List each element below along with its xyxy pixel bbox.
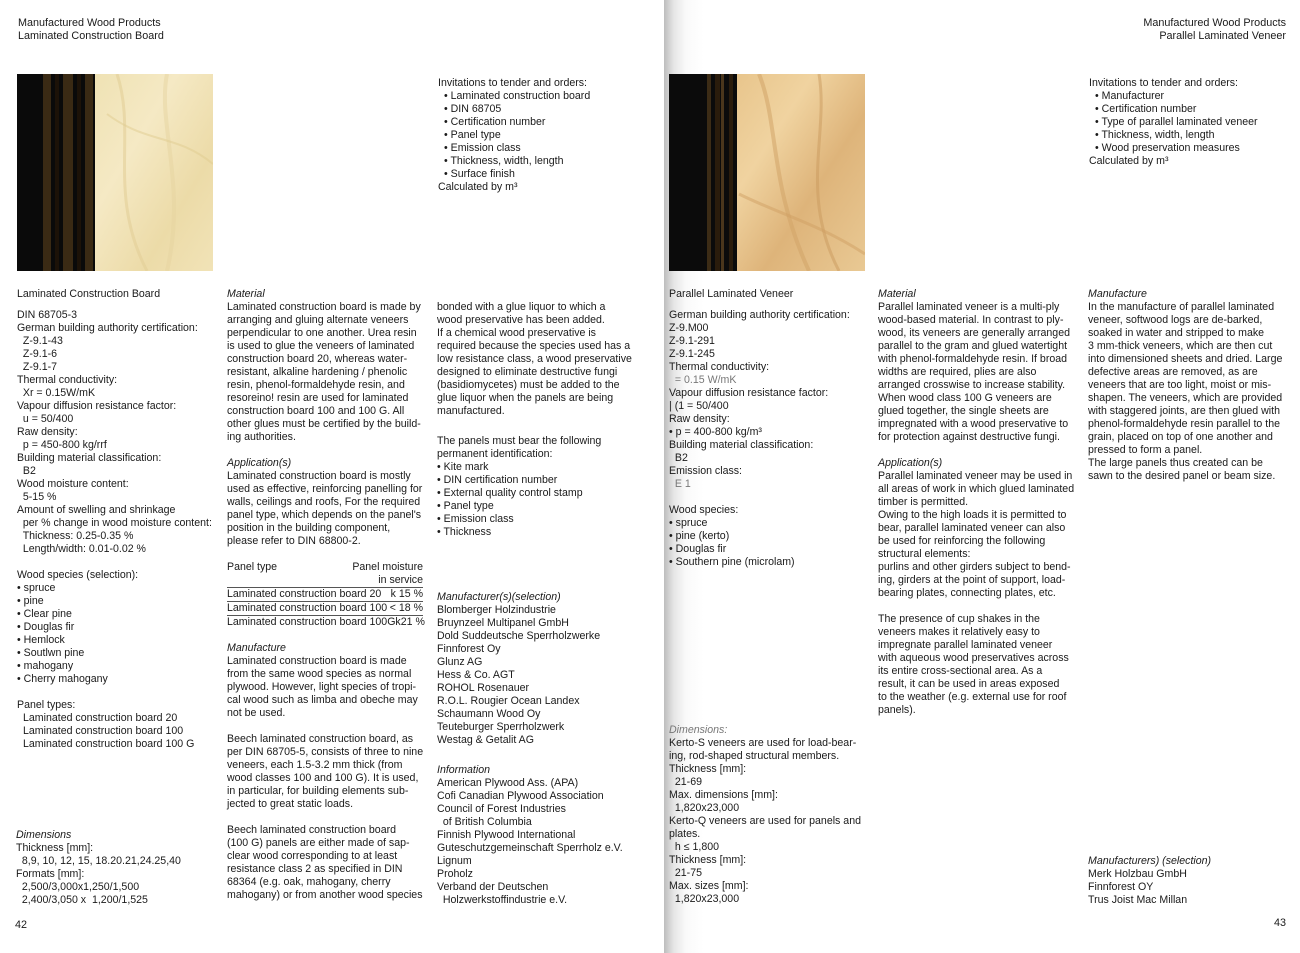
page-number: 43 — [1273, 917, 1286, 929]
manufacturer-item: Hess & Co. AGT — [437, 669, 515, 681]
id-item: • DIN certification number — [437, 474, 558, 486]
dimension-line: 8,9, 10, 12, 15, 18.20.21,24.25,40 — [16, 855, 181, 867]
material-text: is used to glue the veneers of laminated — [227, 340, 415, 352]
beech-text: Beech laminated construction board — [227, 824, 397, 836]
section-title: Laminated Construction Board — [17, 288, 161, 300]
manufacturer-item: Merk Holzbau GmbH — [1088, 868, 1187, 880]
manufacture-text: with staggered joints, are then glued with — [1088, 405, 1280, 417]
material-text: arranging and gluing alternate veneers — [227, 314, 409, 326]
material-text: arranged crosswise to increase stability. — [878, 379, 1066, 391]
order-item: • Laminated construction board — [444, 90, 591, 102]
order-item: • Surface finish — [444, 168, 515, 180]
body-text: impregnate parallel laminated veneer — [878, 639, 1053, 651]
species-item: • Soutlwn pine — [17, 647, 85, 659]
material-text: Laminated construction board is made by — [227, 301, 421, 313]
manufacture-text: plywood. However, light species of tropi- — [227, 681, 417, 693]
beech-text: per DIN 68705-5, consists of three to nine — [227, 746, 424, 758]
manufacture-text: into dimensioned sheets and dried. Large — [1088, 353, 1283, 365]
body-text: The presence of cup shakes in the — [878, 613, 1040, 625]
spec-line: | (1 = 50/400 — [669, 400, 729, 412]
manufacture-column — [1088, 288, 1293, 483]
dimension-line: Thickness [mm]: — [16, 842, 94, 854]
order-calc: Calculated by m³ — [438, 181, 518, 193]
body-text: its entire cross-sectional area. As a — [878, 665, 1043, 677]
application-text: bearing plates, connecting plates, etc. — [878, 587, 1056, 599]
body-text: with aqueous wood preservatives across — [878, 652, 1069, 664]
spec-line: Building material classification: — [17, 452, 162, 464]
spec-line: Thermal conductivity: — [669, 361, 770, 373]
application-text: be used for reinforcing the following — [878, 535, 1046, 547]
body-text: low resistance class, a wood preservative — [437, 353, 632, 365]
application-text: Parallel laminated veneer may be used in — [878, 470, 1073, 482]
beech-text: in particular, for building elements sub- — [227, 785, 409, 797]
application-text: walls, ceilings and roofs, For the required — [227, 496, 421, 508]
dimension-line: Thickness [mm]: — [669, 854, 747, 866]
laminated-board-photo — [17, 74, 213, 271]
species-title: Wood species (selection): — [17, 569, 139, 581]
manufacturers-title: Manufacturers) (selection) — [1088, 855, 1212, 867]
panel-types-title: Panel types: — [17, 699, 76, 711]
manufacture-text: shapen. The veneers, which are provided — [1088, 392, 1283, 404]
beech-text: (100 G) panels are either made of sap- — [227, 837, 410, 849]
dimension-line: plates. — [669, 828, 701, 840]
order-item: • Panel type — [444, 129, 501, 141]
spec-line: = 0.15 W/mK — [669, 374, 737, 386]
manufacturers-title: Manufacturer(s)(selection) — [437, 591, 561, 603]
id-item: • Emission class — [437, 513, 514, 525]
beech-text: 68364 (e.g. oak, mahogany, cherry — [227, 876, 391, 888]
material-text: widths are required, plies are also — [878, 366, 1037, 378]
beech-text: jected to great static loads. — [227, 798, 354, 810]
order-item: • Certification number — [444, 116, 546, 128]
body-text: designed to eliminate destructive fungi — [437, 366, 618, 378]
information-item: of British Columbia — [437, 816, 532, 828]
manufacturer-item: Finnforest Oy — [437, 643, 501, 655]
material-text: perpendicular to one another. Urea resin — [227, 327, 417, 339]
spec-line: Vapour diffusion resistance factor: — [17, 400, 177, 412]
dimension-line: ing, rod-shaped structural members. — [669, 750, 840, 762]
manufacture-title: Manufacture — [227, 642, 286, 654]
spec-line: u = 50/400 — [17, 413, 74, 425]
beech-text: wood classes 100 and 100 G). It is used, — [227, 772, 419, 784]
manufacturer-item: Dold Suddeutsche Sperrholzwerke — [437, 630, 601, 642]
manufacture-text: veneer, softwood logs are de-barked, — [1088, 314, 1263, 326]
table-cell: < 18 % — [389, 602, 423, 614]
material-text: construction board 100 and 100 G. All — [227, 405, 405, 417]
order-title: Invitations to tender and orders: — [1089, 77, 1238, 89]
spec-line: Z-9.M00 — [669, 322, 709, 334]
dimension-line: Kerto-S veneers are used for load-bear- — [669, 737, 857, 749]
information-item: Proholz — [437, 868, 473, 880]
material-text: glued together, the single sheets are — [878, 405, 1049, 417]
table-cell: k 15 % — [390, 588, 423, 600]
specs-column — [669, 288, 869, 569]
panel-type-item: Laminated construction board 100 G — [23, 738, 195, 750]
order-item: • DIN 68705 — [444, 103, 502, 115]
spec-line: Length/width: 0.01-0.02 % — [17, 543, 146, 555]
header-line: Laminated Construction Board — [18, 30, 164, 42]
spec-line: B2 — [669, 452, 688, 464]
manufacture-text: defective areas are removed, as are — [1088, 366, 1258, 378]
material-text: Parallel laminated veneer is a multi-ply — [878, 301, 1060, 313]
application-text: all areas of work in which glued laminated — [878, 483, 1075, 495]
body-text: The panels must bear the following — [437, 435, 602, 447]
information-item: Council of Forest Industries — [437, 803, 566, 815]
material-text: wood-based material. In contrast to ply- — [878, 314, 1064, 326]
material-text: resistant, alkaline hardening / phenolic — [227, 366, 408, 378]
body-text: glue liquor when the panels are being — [437, 392, 614, 404]
header-line: Manufactured Wood Products — [1143, 17, 1286, 29]
information-item: Finnish Plywood International — [437, 829, 576, 841]
manufacturer-item: Finnforest OY — [1088, 881, 1154, 893]
application-text: used as effective, reinforcing panelling for — [227, 483, 423, 495]
right-page — [664, 0, 1300, 953]
spec-line: Raw density: — [669, 413, 730, 425]
header-line: Manufactured Wood Products — [18, 17, 161, 29]
dimension-line: Max. sizes [mm]: — [669, 880, 749, 892]
material-column — [878, 288, 1083, 717]
beech-text: resistance class 2 as specified in DIN — [227, 863, 403, 875]
application-text: panel type, which depends on the panel's — [227, 509, 422, 521]
table-cell: Laminated construction board 100 — [227, 602, 388, 614]
beech-text: veneers, each 1.5-3.2 mm thick (from — [227, 759, 403, 771]
material-column — [227, 288, 427, 902]
body-text: panels). — [878, 704, 916, 716]
application-text: timber is permitted. — [878, 496, 969, 508]
spec-line: p = 450-800 kg/rrf — [17, 439, 107, 451]
manufacturers-block — [437, 591, 642, 907]
order-item: • Certification number — [1095, 103, 1197, 115]
dimension-line: 21-75 — [669, 867, 702, 879]
species-item: • mahogany — [17, 660, 74, 672]
dimensions-title: Dimensions — [16, 829, 72, 841]
spec-line: Building material classification: — [669, 439, 814, 451]
table-header-cell: Panel moisture — [352, 561, 423, 573]
application-title: Application(s) — [227, 457, 292, 469]
manufacture-text: from the same wood species as normal — [227, 668, 412, 680]
application-text: structural elements: — [878, 548, 971, 560]
dimension-line: Formats [mm]: — [16, 868, 85, 880]
dimension-line: 2,400/3,050 x 1,200/1,525 — [16, 894, 148, 906]
dimension-line: 1,820x23,000 — [669, 893, 740, 905]
body-text: permanent identification: — [437, 448, 553, 460]
body-text: bonded with a glue liquor to which a — [437, 301, 606, 313]
order-item: • Manufacturer — [1095, 90, 1165, 102]
dimension-line: h ≤ 1,800 — [669, 841, 719, 853]
beech-text: mahogany) or from another wood species — [227, 889, 423, 901]
material-title: Material — [227, 288, 265, 300]
manufacturer-item: ROHOL Rosenauer — [437, 682, 530, 694]
species-item: • Douglas fir — [17, 621, 75, 633]
spec-line: B2 — [17, 465, 36, 477]
dimension-line: Thickness [mm]: — [669, 763, 747, 775]
panel-type-item: Laminated construction board 20 — [23, 712, 178, 724]
application-text: Owing to the high loads it is permitted to — [878, 509, 1067, 521]
information-item: Verband der Deutschen — [437, 881, 549, 893]
application-text: position in the building component, — [227, 522, 391, 534]
dimension-line: Kerto-Q veneers are used for panels and — [669, 815, 861, 827]
parallel-veneer-photo — [669, 74, 865, 271]
spec-line: Amount of swelling and shrinkage — [17, 504, 176, 516]
spec-line: German building authority certification: — [17, 322, 198, 334]
panel-moisture-table — [227, 561, 423, 629]
beech-text: clear wood corresponding to at least — [227, 850, 398, 862]
material-text: wood, its veneers are generally arranged — [878, 327, 1070, 339]
information-item: Holzwerkstoffindustrie e.V. — [437, 894, 568, 906]
manufacturer-item: Blomberger Holzindustrie — [437, 604, 556, 616]
dimensions-title: Dimensions: — [669, 724, 728, 736]
species-item: • Clear pine — [17, 608, 72, 620]
material-text: When wood class 100 G veneers are — [878, 392, 1052, 404]
spec-line: Thermal conductivity: — [17, 374, 118, 386]
spec-line: Z-9.1-291 — [669, 335, 715, 347]
spec-line: Z-9.1-6 — [17, 348, 58, 360]
spec-line: DIN 68705-3 — [17, 309, 78, 321]
species-item: • Cherry mahogany — [17, 673, 108, 685]
body-text: veneers makes it relatively easy to — [878, 626, 1040, 638]
manufacture-title: Manufacture — [1088, 288, 1147, 300]
table-row — [227, 587, 423, 601]
species-item: • Douglas fir — [669, 543, 727, 555]
body-text: If a chemical wood preservative is — [437, 327, 596, 339]
spec-line: Emission class: — [669, 465, 742, 477]
spec-line: German building authority certification: — [669, 309, 850, 321]
manufacturer-item: Schaumann Wood Oy — [437, 708, 541, 720]
species-title: Wood species: — [669, 504, 739, 516]
body-text: manufactured. — [437, 405, 505, 417]
manufacturer-item: Teuteburger Sperrholzwerk — [437, 721, 565, 733]
material-text: with phenol-formaldehyde resin. If broad — [878, 353, 1068, 365]
application-title: Application(s) — [878, 457, 943, 469]
running-header — [1143, 17, 1286, 43]
material-text: ing authorities. — [227, 431, 296, 443]
spec-line: Z-9.1-7 — [17, 361, 58, 373]
order-calc: Calculated by m³ — [1089, 155, 1169, 167]
spec-line: Vapour diffusion resistance factor: — [669, 387, 829, 399]
id-item: • Kite mark — [437, 461, 489, 473]
material-title: Material — [878, 288, 916, 300]
body-text: to the weather (e.g. external use for roof — [878, 691, 1067, 703]
information-item: Cofi Canadian Plywood Association — [437, 790, 604, 802]
table-header — [227, 561, 423, 574]
manufacture-text: phenol-formaldehyde resin parallel to the — [1088, 418, 1280, 430]
manufacture-text: not be used. — [227, 707, 286, 719]
table-row — [227, 601, 423, 615]
information-item: Lignum — [437, 855, 472, 867]
spec-line: per % change in wood moisture content: — [17, 517, 212, 529]
spec-line: Xr = 0.15W/mK — [17, 387, 96, 399]
order-title: Invitations to tender and orders: — [438, 77, 587, 89]
table-header — [227, 574, 423, 587]
dimensions-block — [669, 724, 869, 906]
application-text: Laminated construction board is mostly — [227, 470, 411, 482]
application-text: purlins and other girders subject to bend- — [878, 561, 1071, 573]
order-item: • Wood preservation measures — [1095, 142, 1240, 154]
table-row — [227, 615, 423, 629]
manufacturers-block — [1088, 855, 1293, 907]
section-title: Parallel Laminated Veneer — [669, 288, 794, 300]
application-text: ing, girders at the point of support, load- — [878, 574, 1066, 586]
manufacture-text: cal wood such as limba and obeche may — [227, 694, 418, 706]
manufacturer-item: Westag & Getalit AG — [437, 734, 534, 746]
information-item: American Plywood Ass. (APA) — [437, 777, 579, 789]
spec-line: Thickness: 0.25-0.35 % — [17, 530, 134, 542]
manufacture-text: soaked in water and stripped to make — [1088, 327, 1265, 339]
manufacture-text: grain, placed on top of one another and — [1088, 431, 1273, 443]
table-cell: Laminated construction board 20 — [227, 588, 382, 600]
col3-column — [437, 301, 642, 539]
species-item: • Hemlock — [17, 634, 65, 646]
table-header-cell: Panel type — [227, 561, 278, 573]
order-item: • Thickness, width, length — [1095, 129, 1215, 141]
manufacture-text: The large panels thus created can be — [1088, 457, 1263, 469]
manufacture-text: Laminated construction board is made — [227, 655, 407, 667]
order-item: • Emission class — [444, 142, 521, 154]
material-text: impregnated with a wood preservative to — [878, 418, 1069, 430]
order-item: • Thickness, width, length — [444, 155, 564, 167]
id-item: • Thickness — [437, 526, 492, 538]
specs-column — [17, 288, 217, 751]
dimension-line: 21-69 — [669, 776, 702, 788]
body-text: required because the species used has a — [437, 340, 631, 352]
application-text: bear, parallel laminated veneer can also — [878, 522, 1066, 534]
dimensions-block — [16, 829, 216, 907]
application-text: please refer to DIN 68800-2. — [227, 535, 361, 547]
dimension-line: 2,500/3,000x1,250/1,500 — [16, 881, 140, 893]
material-text: resin, phenol-formaldehyde resin, and — [227, 379, 405, 391]
spec-line: Wood moisture content: — [17, 478, 129, 490]
manufacture-text: veneers that are too light, moist or mis- — [1088, 379, 1272, 391]
spec-line: E 1 — [669, 478, 691, 490]
spec-line: Z-9.1-43 — [17, 335, 63, 347]
table-header-cell: in service — [378, 574, 423, 586]
manufacture-text: sawn to the desired panel or beam size. — [1088, 470, 1276, 482]
running-header — [18, 17, 164, 43]
manufacture-text: In the manufacture of parallel laminated — [1088, 301, 1275, 313]
information-item: Guteschutzgemeinschaft Sperrholz e.V. — [437, 842, 623, 854]
species-item: • spruce — [17, 582, 56, 594]
species-item: • pine — [17, 595, 44, 607]
species-item: • Southern pine (microlam) — [669, 556, 795, 568]
spec-line: Raw density: — [17, 426, 78, 438]
manufacture-text: pressed to form a panel. — [1088, 444, 1203, 456]
manufacture-text: 3 mm-thick veneers, which are then cut — [1088, 340, 1273, 352]
body-text: (basidiomycetes) must be added to the — [437, 379, 620, 391]
panel-type-item: Laminated construction board 100 — [23, 725, 184, 737]
table-cell: Laminated construction board 100Gk — [227, 616, 401, 628]
material-text: other glues must be certified by the build- — [227, 418, 421, 430]
id-item: • Panel type — [437, 500, 494, 512]
spec-line: • p = 400-800 kg/m³ — [669, 426, 762, 438]
information-title: Information — [437, 764, 490, 776]
manufacturer-item: Glunz AG — [437, 656, 483, 668]
spec-line: Z-9.1-245 — [669, 348, 715, 360]
id-item: • External quality control stamp — [437, 487, 583, 499]
manufacturer-item: R.O.L. Rougier Ocean Landex — [437, 695, 580, 707]
material-text: resoreino! resin are used for laminated — [227, 392, 409, 404]
page-number: 42 — [15, 919, 28, 931]
body-text: result, it can be used in areas exposed — [878, 678, 1060, 690]
dimension-line: 1,820x23,000 — [669, 802, 740, 814]
spec-line: 5-15 % — [17, 491, 57, 503]
species-item: • spruce — [669, 517, 708, 529]
species-item: • pine (kerto) — [669, 530, 730, 542]
order-info — [1089, 77, 1258, 168]
manufacturer-item: Bruynzeel Multipanel GmbH — [437, 617, 569, 629]
material-text: construction board 20, whereas water- — [227, 353, 408, 365]
dimension-line: Max. dimensions [mm]: — [669, 789, 778, 801]
material-text: parallel to the gram and glued watertight — [878, 340, 1068, 352]
table-cell: 21 % — [400, 616, 425, 628]
manufacturer-item: Trus Joist Mac Millan — [1088, 894, 1188, 906]
order-item: • Type of parallel laminated veneer — [1095, 116, 1258, 128]
header-line: Parallel Laminated Veneer — [1159, 30, 1286, 42]
order-info — [438, 77, 590, 194]
body-text: wood preservative has been added. — [437, 314, 605, 326]
material-text: for protection against destructive fungi. — [878, 431, 1060, 443]
beech-text: Beech laminated construction board, as — [227, 733, 414, 745]
